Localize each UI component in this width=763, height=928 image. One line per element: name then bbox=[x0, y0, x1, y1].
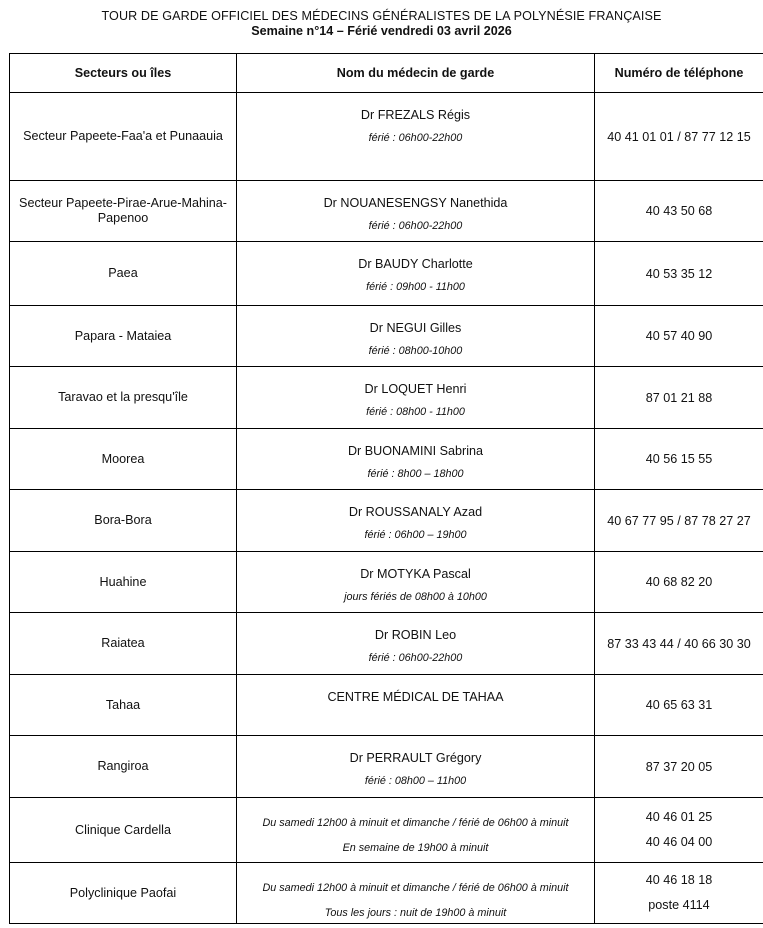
clinic-phone-2: 40 46 04 00 bbox=[645, 835, 713, 849]
duty-hours: férié : 08h00-10h00 bbox=[368, 345, 463, 357]
table-row bbox=[10, 367, 763, 429]
sector-cell: Papara - Mataiea bbox=[10, 306, 237, 367]
doctor-name: Dr LOQUET Henri bbox=[364, 382, 467, 396]
sector-cell: Taravao et la presqu'île bbox=[10, 367, 237, 429]
duty-hours: férié : 8h00 – 18h00 bbox=[367, 468, 464, 480]
duty-hours: férié : 06h00 – 19h00 bbox=[364, 529, 467, 541]
on-call-table bbox=[9, 53, 763, 924]
table-row bbox=[10, 613, 763, 675]
column-header-sector: Secteurs ou îles bbox=[10, 54, 237, 93]
column-header-doctor: Nom du médecin de garde bbox=[237, 54, 595, 93]
document-header bbox=[0, 9, 763, 39]
clinic-hours-line1: Du samedi 12h00 à minuit et dimanche / férié de 06h00 à minuit bbox=[262, 817, 569, 829]
phone-cell: 40 56 15 55 bbox=[595, 429, 763, 490]
duty-hours: férié : 09h00 - 11h00 bbox=[366, 281, 465, 293]
phone-cell: 40 43 50 68 bbox=[595, 181, 763, 242]
sector-cell: Rangiroa bbox=[10, 736, 237, 798]
duty-hours: férié : 08h00 – 11h00 bbox=[364, 775, 467, 787]
document-subtitle: Semaine n°14 – Férié vendredi 03 avril 2026 bbox=[251, 24, 512, 38]
table-row bbox=[10, 736, 763, 798]
table-header-row bbox=[10, 54, 763, 93]
doctor-name: Dr ROBIN Leo bbox=[374, 628, 457, 642]
phone-cell: 40 57 40 90 bbox=[595, 306, 763, 367]
phone-cell: 40 65 63 31 bbox=[595, 675, 763, 736]
doctor-name: Dr PERRAULT Grégory bbox=[349, 751, 482, 765]
sector-cell: Secteur Papeete-Pirae-Arue-Mahina-Papenoo bbox=[10, 181, 237, 242]
sector-cell: Paea bbox=[10, 242, 237, 306]
sector-cell: Bora-Bora bbox=[10, 490, 237, 552]
doctor-cell bbox=[237, 490, 595, 552]
phone-cell: 40 68 82 20 bbox=[595, 552, 763, 613]
table-row bbox=[10, 552, 763, 613]
sector-cell: Secteur Papeete-Faa'a et Punaauia bbox=[10, 93, 237, 181]
doctor-cell bbox=[237, 552, 595, 613]
clinic-hours-line2: Tous les jours : nuit de 19h00 à minuit bbox=[324, 907, 507, 919]
phone-cell: 40 41 01 01 / 87 77 12 15 bbox=[595, 93, 763, 181]
duty-hours: jours fériés de 08h00 à 10h00 bbox=[344, 591, 487, 603]
phone-cell: 87 33 43 44 / 40 66 30 30 bbox=[595, 613, 763, 675]
duty-hours: férié : 06h00-22h00 bbox=[368, 132, 463, 144]
table-row bbox=[10, 93, 763, 181]
clinic-hours-line2: En semaine de 19h00 à minuit bbox=[342, 842, 489, 854]
doctor-cell bbox=[237, 613, 595, 675]
clinic-phone-2: poste 4114 bbox=[648, 898, 710, 912]
sector-cell: Raiatea bbox=[10, 613, 237, 675]
doctor-name: Dr BAUDY Charlotte bbox=[358, 257, 473, 271]
phone-cell: 40 67 77 95 / 87 78 27 27 bbox=[595, 490, 763, 552]
document-title: TOUR DE GARDE OFFICIEL DES MÉDECINS GÉNÉRALISTES DE LA POLYNÉSIE FRANÇAISE bbox=[101, 9, 662, 23]
doctor-name: Dr NEGUI Gilles bbox=[369, 321, 462, 335]
doctor-name: Dr MOTYKA Pascal bbox=[360, 567, 471, 581]
doctor-cell bbox=[237, 736, 595, 798]
clinic-row bbox=[10, 863, 763, 924]
sector-cell: Huahine bbox=[10, 552, 237, 613]
doctor-name: Dr NOUANESENGSY Nanethida bbox=[323, 196, 508, 210]
doctor-cell bbox=[237, 181, 595, 242]
phone-cell: 87 37 20 05 bbox=[595, 736, 763, 798]
table-row bbox=[10, 306, 763, 367]
duty-hours: férié : 08h00 - 11h00 bbox=[366, 406, 465, 418]
doctor-cell bbox=[237, 798, 595, 863]
doctor-name: Dr BUONAMINI Sabrina bbox=[347, 444, 484, 458]
column-header-phone: Numéro de téléphone bbox=[595, 54, 763, 93]
phone-cell bbox=[595, 798, 763, 863]
doctor-name: CENTRE MÉDICAL DE TAHAA bbox=[327, 690, 504, 704]
doctor-cell bbox=[237, 242, 595, 306]
clinic-phone-1: 40 46 01 25 bbox=[645, 810, 713, 824]
sector-cell: Polyclinique Paofai bbox=[10, 863, 237, 924]
doctor-cell bbox=[237, 93, 595, 181]
sector-cell: Tahaa bbox=[10, 675, 237, 736]
table-row bbox=[10, 675, 763, 736]
clinic-row bbox=[10, 798, 763, 863]
doctor-name: Dr FREZALS Régis bbox=[360, 108, 471, 122]
phone-cell: 87 01 21 88 bbox=[595, 367, 763, 429]
clinic-hours-line1: Du samedi 12h00 à minuit et dimanche / férié de 06h00 à minuit bbox=[262, 882, 569, 894]
duty-hours: férié : 06h00-22h00 bbox=[368, 652, 463, 664]
doctor-cell bbox=[237, 367, 595, 429]
doctor-cell bbox=[237, 863, 595, 924]
clinic-phone-1: 40 46 18 18 bbox=[645, 873, 713, 887]
sector-cell: Clinique Cardella bbox=[10, 798, 237, 863]
doctor-name: Dr ROUSSANALY Azad bbox=[348, 505, 483, 519]
table-row bbox=[10, 181, 763, 242]
phone-cell: 40 53 35 12 bbox=[595, 242, 763, 306]
doctor-cell bbox=[237, 675, 595, 736]
duty-hours: férié : 06h00-22h00 bbox=[368, 220, 463, 232]
sector-cell: Moorea bbox=[10, 429, 237, 490]
table-row bbox=[10, 242, 763, 306]
phone-cell bbox=[595, 863, 763, 924]
table-row bbox=[10, 490, 763, 552]
doctor-cell bbox=[237, 429, 595, 490]
table-row bbox=[10, 429, 763, 490]
doctor-cell bbox=[237, 306, 595, 367]
